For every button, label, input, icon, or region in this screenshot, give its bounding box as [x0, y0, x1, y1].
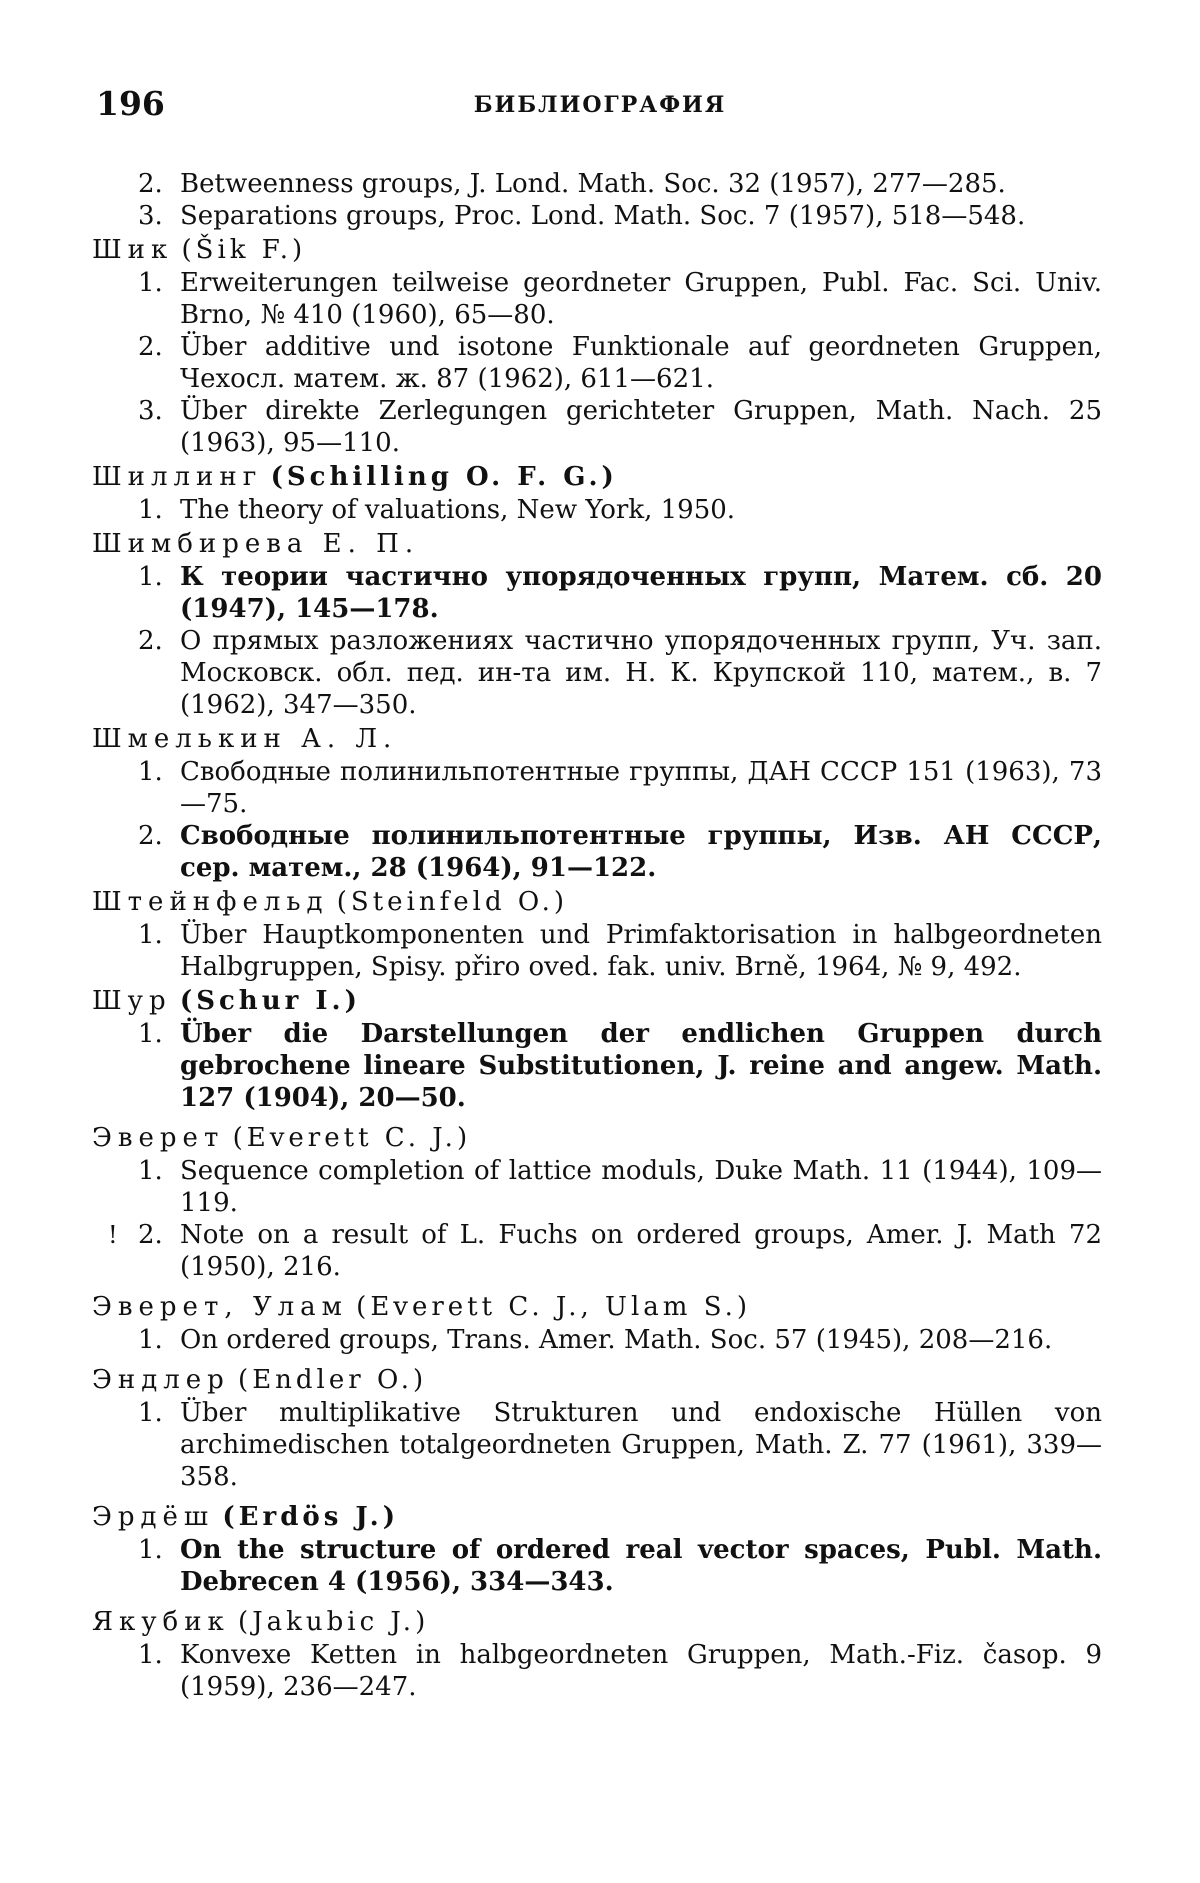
bib-entry [92, 395, 1102, 459]
entry-number: 3. [138, 396, 163, 426]
author-name: Шик [92, 235, 174, 265]
page-header [96, 84, 1104, 124]
entry-number: 1. [138, 1535, 163, 1565]
bibliography-list [92, 168, 1102, 1703]
bib-entry [92, 267, 1102, 331]
author-name: Эверет, Улам [92, 1292, 348, 1322]
author-latin: (Steinfeld O.) [336, 887, 569, 917]
entry-text: Separations groups, Proc. Lond. Math. Soc. 7 (1957), 518—548. [180, 201, 1026, 231]
entry-number: 3. [138, 201, 163, 231]
author-heading [92, 985, 1102, 1018]
bib-entry [92, 1219, 1102, 1283]
bib-entry [92, 1155, 1102, 1219]
entry-text: Über multiplikative Strukturen und endoxische Hüllen von archimedischen totalgeordneten Gruppen, Math. Z. 77 (1961), 339—358. [180, 1398, 1102, 1492]
author-heading [92, 461, 1102, 494]
author-latin: (Everett C. J., Ulam S.) [356, 1292, 751, 1322]
entry-number: 1. [138, 1398, 163, 1428]
author-heading [92, 1606, 1102, 1639]
entry-number: 1. [138, 757, 163, 787]
author-latin: (Endler O.) [238, 1365, 428, 1395]
author-latin: (Šik F.) [181, 235, 307, 265]
author-latin: (Erdös J.) [222, 1502, 400, 1532]
author-heading [92, 886, 1102, 919]
author-heading [92, 1364, 1102, 1397]
entry-number: 1. [138, 1156, 163, 1186]
bib-entry [92, 756, 1102, 820]
entry-number: 1. [138, 920, 163, 950]
entry-text: The theory of valuations, New York, 1950. [180, 495, 736, 525]
author-latin: (Everett C. J.) [232, 1123, 472, 1153]
bib-entry [92, 168, 1102, 200]
bib-entry [92, 919, 1102, 983]
author-latin: (Schur I.) [179, 986, 361, 1016]
entry-number: 2. [138, 332, 163, 362]
bib-entry [92, 331, 1102, 395]
bib-entry [92, 625, 1102, 721]
entry-text: К теории частично упорядоченных групп, Матем. сб. 20 (1947), 145—178. [180, 562, 1102, 624]
entry-text: Über direkte Zerlegungen gerichteter Gruppen, Math. Nach. 25 (1963), 95—110. [180, 396, 1102, 458]
author-name: Шмелькин А. Л. [92, 724, 398, 754]
entry-text: Konvexe Ketten in halbgeordneten Gruppen, Math.-Fiz. časop. 9 (1959), 236—247. [180, 1640, 1102, 1702]
author-name: Эверет [92, 1123, 225, 1153]
entry-number: 1. [138, 1325, 163, 1355]
author-latin: (Schilling O. F. G.) [270, 462, 618, 492]
entry-text: Note on a result of L. Fuchs on ordered groups, Amer. J. Math 72 (1950), 216. [180, 1220, 1102, 1282]
author-name: Эндлер [92, 1365, 230, 1395]
entry-text: Erweiterungen teilweise geordneter Gruppen, Publ. Fac. Sci. Univ. Brno, № 410 (1960), 65—80. [180, 268, 1102, 330]
entry-text: Über die Darstellungen der endlichen Gruppen durch gebrochene lineare Substitutionen, J. reine and angew. Math. 127 (1904), 20—50. [180, 1019, 1102, 1113]
bib-entry [92, 820, 1102, 884]
entry-number: 2. [138, 626, 163, 656]
entry-text: Sequence completion of lattice moduls, Duke Math. 11 (1944), 109—119. [180, 1156, 1102, 1218]
bib-entry [92, 494, 1102, 526]
entry-number: 1. [138, 495, 163, 525]
bib-entry [92, 1018, 1102, 1114]
entry-number: 2. [138, 169, 163, 199]
bib-entry [92, 200, 1102, 232]
entry-number: 1. [138, 1640, 163, 1670]
entry-number: 1. [138, 268, 163, 298]
author-heading [92, 1291, 1102, 1324]
entry-number: ! 2. [138, 1220, 163, 1250]
entry-text: Свободные полинильпотентные группы, ДАН СССР 151 (1963), 73—75. [180, 757, 1102, 819]
author-name: Шимбирева Е. П. [92, 529, 420, 559]
entry-text: Über additive und isotone Funktionale auf geordneten Gruppen, Чехосл. матем. ж. 87 (1962), 611—621. [180, 332, 1102, 394]
entry-number: 1. [138, 562, 163, 592]
entry-text: On ordered groups, Trans. Amer. Math. Soc. 57 (1945), 208—216. [180, 1325, 1053, 1355]
bib-entry [92, 1639, 1102, 1703]
author-name: Штейнфельд [92, 887, 329, 917]
entry-text: On the structure of ordered real vector spaces, Publ. Math. Debrecen 4 (1956), 334—343. [180, 1535, 1102, 1597]
entry-text: Betweenness groups, J. Lond. Math. Soc. 32 (1957), 277—285. [180, 169, 1006, 199]
entry-number: 2. [138, 821, 163, 851]
running-title: БИБЛИОГРАФИЯ [473, 92, 727, 118]
author-heading [92, 723, 1102, 756]
entry-text: О прямых разложениях частично упорядоченных групп, Уч. зап. Московск. обл. пед. ин-та им. Н. К. Крупской 110, матем., в. 7 (1962), 347—350. [180, 626, 1102, 720]
author-name: Якубик [92, 1607, 230, 1637]
bib-entry [92, 561, 1102, 625]
author-heading [92, 234, 1102, 267]
entry-number: 1. [138, 1019, 163, 1049]
author-name: Шур [92, 986, 172, 1016]
entry-text: Über Hauptkomponenten und Primfaktorisation in halbgeordneten Halbgruppen, Spisy. přiro oved. fak. univ. Brně, 1964, № 9, 492. [180, 920, 1102, 982]
bib-entry [92, 1534, 1102, 1598]
author-heading [92, 1501, 1102, 1534]
entry-text: Свободные полинильпотентные группы, Изв. АН СССР, сер. матем., 28 (1964), 91—122. [180, 821, 1102, 883]
author-name: Эрдёш [92, 1502, 215, 1532]
author-heading [92, 528, 1102, 561]
author-latin: (Jakubic J.) [238, 1607, 430, 1637]
bib-entry [92, 1397, 1102, 1493]
page-number: 196 [96, 84, 165, 123]
author-name: Шиллинг [92, 462, 263, 492]
bib-entry [92, 1324, 1102, 1356]
author-heading [92, 1122, 1102, 1155]
